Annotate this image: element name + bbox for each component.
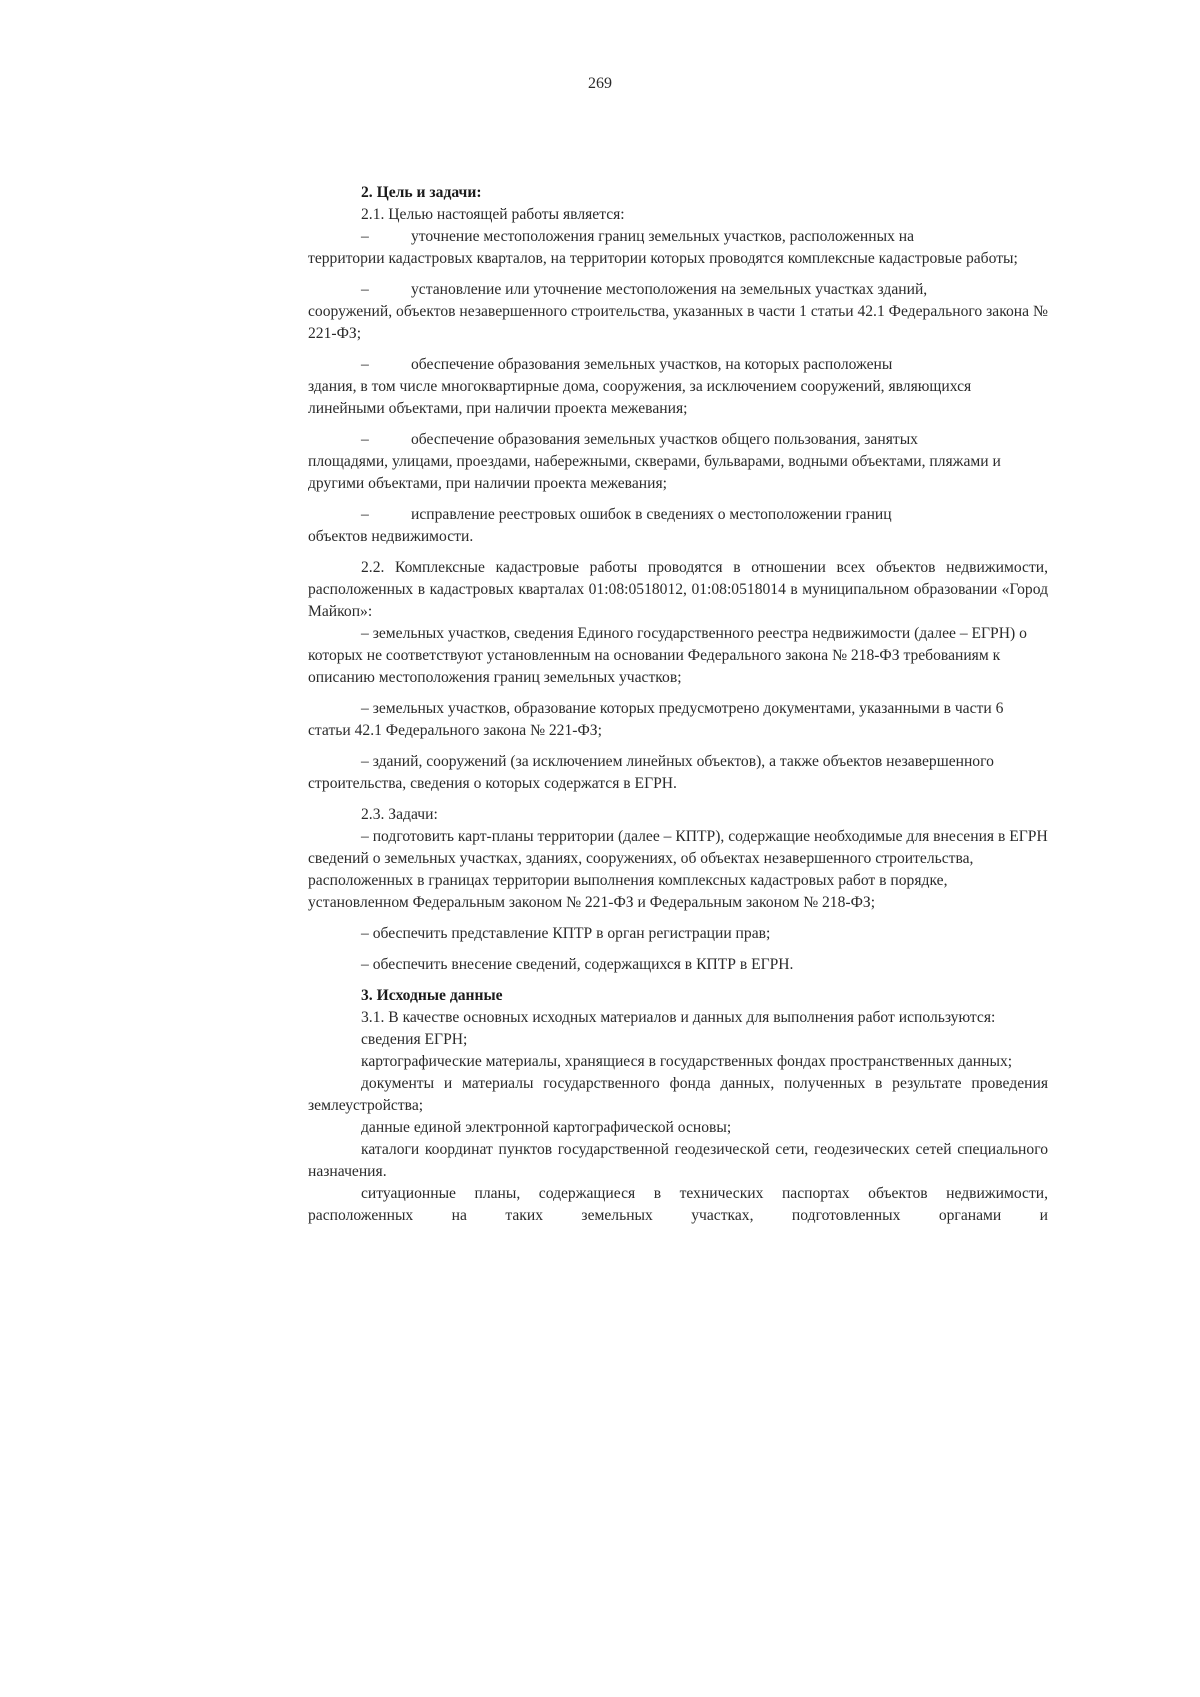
task-item-1: – подготовить карт-планы территории (далее – КПТР), содержащие необходимые для внесения в ЕГРН сведений о земельных участках, зданиях, сооружениях, об объектах незавершенного строительства, расположенных в границах территории выполнения комплексных кадастровых работ в порядке, установленном Федеральным законом № 221-ФЗ и Федеральным законом № 218-ФЗ; <box>308 828 1048 911</box>
goal-item-2: – установление или уточнение местоположения на земельных участках зданий, сооружений, объектов незавершенного строительства, указанных в части 1 статьи 42.1 Федерального закона № 221-ФЗ; <box>308 281 1048 342</box>
section-2-heading: 2. Цель и задачи: <box>361 184 482 201</box>
paragraph-2-2: 2.2. Комплексные кадастровые работы проводятся в отношении всех объектов недвижимости, расположенных в кадастровых кварталах 01:08:0518012, 01:08:0518014 в муниципальном образовании «Город Майкоп»: <box>308 559 1048 620</box>
source-item-4: данные единой электронной картографической основы; <box>361 1119 732 1136</box>
section-3-heading: 3. Исходные данные <box>361 987 503 1004</box>
source-item-6: ситуационные планы, содержащиеся в технических паспортах объектов недвижимости, расположенных на таких земельных участках, подготовленных органами и <box>308 1185 1048 1224</box>
goal-item-4: – обеспечение образования земельных участков общего пользования, занятых площадями, улицами, проездами, набережными, скверами, бульварами, водными объектами, пляжами и другими объектами, при наличии проекта межевания; <box>308 431 1001 492</box>
source-item-2: картографические материалы, хранящиеся в государственных фондах пространственных данных; <box>361 1053 1013 1070</box>
object-item-3: – зданий, сооружений (за исключением линейных объектов), а также объектов незавершенного строительства, сведения о которых содержатся в ЕГРН. <box>308 753 994 792</box>
source-item-3: документы и материалы государственного фонда данных, полученных в результате проведения землеустройства; <box>308 1075 1048 1114</box>
object-item-2: – земельных участков, образование которых предусмотрено документами, указанными в части 6 статьи 42.1 Федерального закона № 221-ФЗ; <box>308 700 1004 739</box>
page-number: 269 <box>588 75 612 92</box>
task-item-2: – обеспечить представление КПТР в орган регистрации прав; <box>361 925 771 942</box>
document-body <box>308 182 1048 1227</box>
task-item-3: – обеспечить внесение сведений, содержащихся в КПТР в ЕГРН. <box>361 956 794 973</box>
goal-item-3: – обеспечение образования земельных участков, на которых расположены здания, в том числе многоквартирные дома, сооружения, за исключением сооружений, являющихся линейными объектами, при наличии проекта межевания; <box>308 356 972 417</box>
source-item-1: сведения ЕГРН; <box>361 1031 468 1048</box>
goal-item-5: – исправление реестровых ошибок в сведениях о местоположении границ объектов недвижимости. <box>308 506 892 545</box>
paragraph-3-1: 3.1. В качестве основных исходных материалов и данных для выполнения работ используются: <box>361 1009 996 1026</box>
source-item-5: каталоги координат пунктов государственной геодезической сети, геодезических сетей специального назначения. <box>308 1141 1048 1180</box>
goal-item-1: – уточнение местоположения границ земельных участков, расположенных на территории кадастровых кварталов, на территории которых проводятся комплексные кадастровые работы; <box>308 228 1018 267</box>
object-item-1: – земельных участков, сведения Единого государственного реестра недвижимости (далее – ЕГРН) о которых не соответствуют установленным на основании Федерального закона № 218-ФЗ требованиям к описанию местоположения границ земельных участков; <box>308 625 1027 686</box>
paragraph-2-1: 2.1. Целью настоящей работы является: <box>361 206 625 223</box>
paragraph-2-3: 2.3. Задачи: <box>361 806 438 823</box>
